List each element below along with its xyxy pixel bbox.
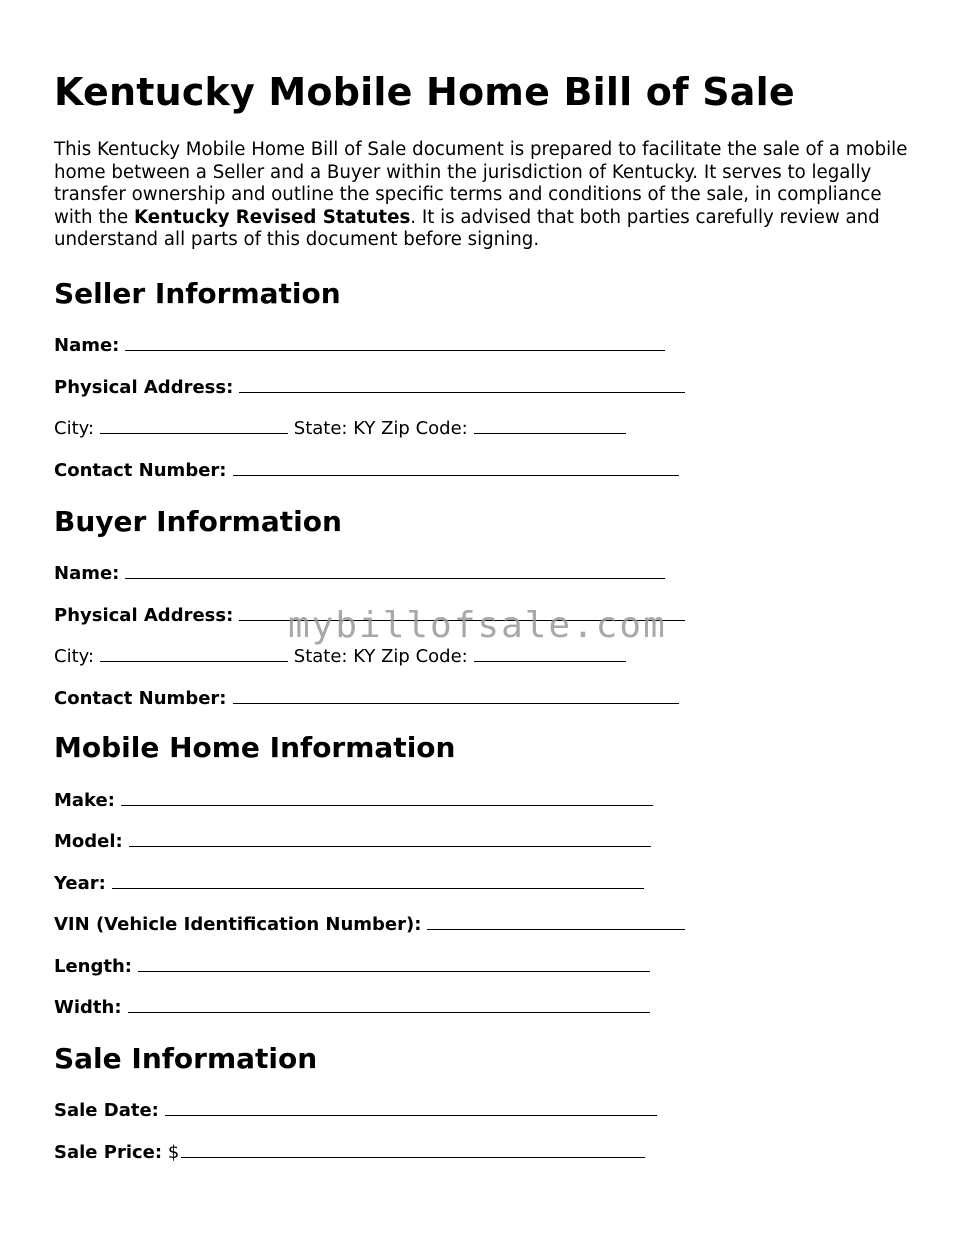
seller-name-label: Name: (54, 335, 120, 356)
intro-text-2: . It is advised that both parties carefully review and understand all parts of this document before signing. (54, 206, 880, 251)
watermark: mybillofsale.com (288, 605, 667, 646)
model-row (54, 829, 651, 854)
buyer-city-field[interactable] (100, 644, 288, 662)
width-row (54, 995, 650, 1020)
seller-state-zip-label: State: KY Zip Code: (293, 418, 468, 439)
buyer-state-zip-label: State: KY Zip Code: (293, 646, 468, 667)
currency-symbol: $ (167, 1142, 180, 1163)
buyer-heading: Buyer Information (54, 505, 342, 538)
buyer-name-field[interactable] (125, 561, 665, 579)
document-title: Kentucky Mobile Home Bill of Sale (54, 70, 795, 114)
intro-bold-statutes: Kentucky Revised Statutes (134, 206, 411, 228)
seller-name-field[interactable] (125, 333, 665, 351)
sale-price-row (54, 1140, 645, 1165)
buyer-contact-row (54, 686, 679, 711)
sale-date-field[interactable] (165, 1098, 657, 1116)
model-field[interactable] (129, 829, 651, 847)
seller-contact-label: Contact Number: (54, 460, 227, 481)
seller-address-field[interactable] (239, 375, 685, 393)
seller-contact-row (54, 458, 679, 483)
year-label: Year: (54, 873, 106, 894)
year-row (54, 871, 644, 896)
sale-price-label: Sale Price: (54, 1142, 163, 1163)
intro-text-1: This Kentucky Mobile Home Bill of Sale document is prepared to facilitate the sale of a mobile home between a Seller and a Buyer within the jurisdiction of Kentucky. It serves to legally transfer ownership and outline the specific terms and conditions of the sale, in compliance with the (54, 139, 908, 228)
buyer-city-label: City: (54, 646, 95, 667)
buyer-name-label: Name: (54, 563, 120, 584)
seller-city-label: City: (54, 418, 95, 439)
intro-paragraph (54, 139, 924, 252)
sale-heading: Sale Information (54, 1042, 318, 1075)
buyer-contact-label: Contact Number: (54, 688, 227, 709)
buyer-address-label: Physical Address: (54, 605, 234, 626)
sale-price-field[interactable] (181, 1140, 645, 1158)
model-label: Model: (54, 831, 123, 852)
mobile-home-heading: Mobile Home Information (54, 731, 456, 764)
vin-label: VIN (Vehicle Identification Number): (54, 914, 422, 935)
make-field[interactable] (121, 788, 653, 806)
seller-city-row (54, 416, 626, 441)
year-field[interactable] (112, 871, 644, 889)
width-field[interactable] (128, 995, 650, 1013)
seller-city-field[interactable] (100, 416, 288, 434)
buyer-contact-field[interactable] (233, 686, 679, 704)
vin-field[interactable] (427, 912, 685, 930)
seller-heading: Seller Information (54, 277, 341, 310)
seller-zip-field[interactable] (474, 416, 626, 434)
width-label: Width: (54, 997, 122, 1018)
seller-name-row (54, 333, 665, 358)
vin-row (54, 912, 685, 937)
make-row (54, 788, 653, 813)
make-label: Make: (54, 790, 115, 811)
seller-address-row (54, 375, 685, 400)
buyer-name-row (54, 561, 665, 586)
buyer-city-row (54, 644, 626, 669)
length-label: Length: (54, 956, 132, 977)
seller-address-label: Physical Address: (54, 377, 234, 398)
seller-contact-field[interactable] (233, 458, 679, 476)
sale-date-label: Sale Date: (54, 1100, 159, 1121)
length-field[interactable] (138, 954, 650, 972)
length-row (54, 954, 650, 979)
sale-date-row (54, 1098, 657, 1123)
buyer-zip-field[interactable] (474, 644, 626, 662)
